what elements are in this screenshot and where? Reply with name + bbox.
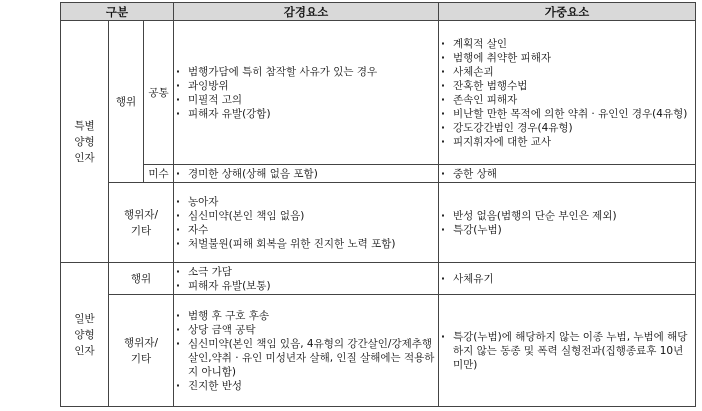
special-act-common-mitigating — [174, 21, 439, 165]
list-item: · 특강(누범)에 해당하지 않는 이종 누범, 누범에 해당하지 않는 동종 및 폭력 실형전과(집행종료후 10년 미만) — [439, 330, 695, 372]
special-factor-label: 특별 양형 인자 — [61, 21, 109, 263]
list-item: · 미필적 고의 — [174, 93, 438, 107]
general-actor-mitigating — [174, 295, 439, 407]
list-item: · 존속인 피해자 — [439, 93, 695, 107]
general-actor-aggravating — [439, 295, 696, 407]
special-act-label: 행위 — [109, 21, 144, 183]
general-act-mitigating — [174, 263, 439, 295]
list-item: · 사체유기 — [439, 272, 695, 286]
header-aggravating: 가중요소 — [439, 3, 696, 21]
special-actor-mitigating — [174, 183, 439, 263]
table-row — [61, 21, 696, 165]
header-mitigating: 감경요소 — [174, 3, 439, 21]
table-row — [61, 165, 696, 183]
list-item: · 심신미약(본인 책임 있음, 4유형의 강간살인/강제추행살인,약취 · 유인 미성년자 살해, 인질 살해에는 적용하지 아니함) — [174, 337, 438, 379]
list-item: · 소극 가담 — [174, 265, 438, 279]
general-actor-label: 행위자/ 기타 — [109, 295, 174, 407]
list-item: · 피해자 유발(보통) — [174, 279, 438, 293]
list-item: · 자수 — [174, 223, 438, 237]
list-item: · 강도강간범인 경우(4유형) — [439, 121, 695, 135]
list-item: · 특강(누범) — [439, 223, 695, 237]
table-header-row — [61, 3, 696, 21]
special-attempt-label: 미수 — [144, 165, 174, 183]
general-act-aggravating — [439, 263, 696, 295]
table-row — [61, 295, 696, 407]
table-row — [61, 183, 696, 263]
special-attempt-mitigating — [174, 165, 439, 183]
list-item: · 사체손괴 — [439, 65, 695, 79]
special-act-common-aggravating — [439, 21, 696, 165]
list-item: · 경미한 상해(상해 없음 포함) — [174, 167, 438, 181]
list-item: · 범행가담에 특히 참작할 사유가 있는 경우 — [174, 65, 438, 79]
sentencing-factors-table — [60, 2, 696, 407]
general-factor-label: 일반 양형 인자 — [61, 263, 109, 407]
special-attempt-aggravating — [439, 165, 696, 183]
special-actor-label: 행위자/ 기타 — [109, 183, 174, 263]
list-item: · 계획적 살인 — [439, 37, 695, 51]
list-item: · 상당 금액 공탁 — [174, 323, 438, 337]
table-row — [61, 263, 696, 295]
list-item: · 과잉방위 — [174, 79, 438, 93]
special-common-label: 공통 — [144, 21, 174, 165]
list-item: · 피지휘자에 대한 교사 — [439, 135, 695, 149]
list-item: · 진지한 반성 — [174, 379, 438, 393]
list-item: · 비난할 만한 목적에 의한 약취 · 유인인 경우(4유형) — [439, 107, 695, 121]
list-item: · 범행에 취약한 피해자 — [439, 51, 695, 65]
list-item: · 중한 상해 — [439, 167, 695, 181]
special-actor-aggravating — [439, 183, 696, 263]
list-item: · 반성 없음(범행의 단순 부인은 제외) — [439, 209, 695, 223]
list-item: · 농아자 — [174, 195, 438, 209]
list-item: · 범행 후 구호 후송 — [174, 309, 438, 323]
list-item: · 잔혹한 범행수법 — [439, 79, 695, 93]
list-item: · 처벌불원(피해 회복을 위한 진지한 노력 포함) — [174, 237, 438, 251]
list-item: · 피해자 유발(강함) — [174, 107, 438, 121]
header-category: 구분 — [61, 3, 174, 21]
general-act-label: 행위 — [109, 263, 174, 295]
list-item: · 심신미약(본인 책임 없음) — [174, 209, 438, 223]
